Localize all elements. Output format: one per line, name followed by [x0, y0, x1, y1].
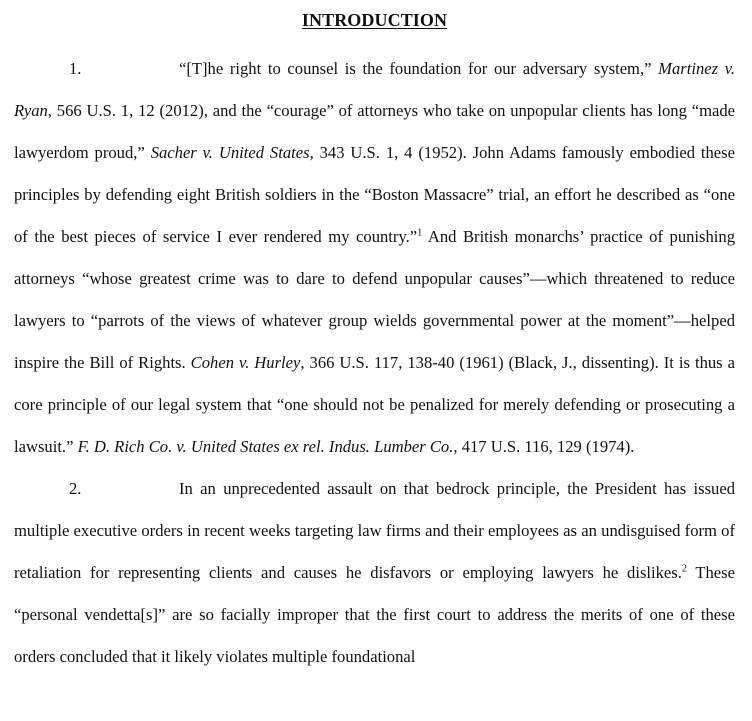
section-heading: [14, 10, 735, 30]
body-text: In an unprecedented assault on that bedrock principle, the President has issued multiple executive orders in recent weeks targeting law firms and their employees as an undisguised form of retaliation for representing clients and causes he disfavors or employing lawyers he dislikes.: [14, 479, 735, 582]
body-text: “[T]he right to counsel is the foundation for our adversary system,”: [179, 59, 659, 78]
section-heading-text: INTRODUCTION: [301, 10, 448, 30]
case-citation: Cohen v. Hurley: [190, 353, 301, 372]
body-text: These “personal vendetta[s]” are so facially improper that the first court to address the merits of one of these orders concluded that it likely violates multiple foundational: [14, 563, 735, 666]
body-text: , 343 U.S. 1, 4 (1952). John Adams famously embodied these principles by defending eight British soldiers in the “Boston Massacre” trial, an effort he described as “one of the best pieces of service I ever rendered my country.”: [14, 143, 735, 246]
paragraph-2-number: 2.: [69, 479, 82, 498]
paragraph-1-number: 1.: [69, 59, 82, 78]
body-text: , 366 U.S. 117, 138-40 (1961) (Black, J., dissenting). It is thus a core principle of our legal system that “one should not be penalized for merely defending or prosecuting a lawsuit.”: [14, 353, 735, 456]
case-citation: Martinez v. Ryan: [14, 59, 735, 120]
paragraph-1-body: [14, 59, 735, 456]
footnote-marker: 2: [681, 563, 687, 575]
paragraph-2: [14, 468, 735, 678]
paragraph-1: [14, 48, 735, 468]
body-text: And British monarchs’ practice of punishing attorneys “whose greatest crime was to dare to defend unpopular causes”—which threatened to reduce lawyers to “parrots of the views of whatever group wields governmental power at the moment”—helped inspire the Bill of Rights.: [14, 227, 735, 372]
case-citation: Sacher v. United States: [150, 143, 310, 162]
body-text: , 417 U.S. 116, 129 (1974).: [453, 437, 635, 456]
case-citation: F. D. Rich Co. v. United States ex rel. Indus. Lumber Co.: [77, 437, 454, 456]
body-text: , 566 U.S. 1, 12 (2012), and the “courage” of attorneys who take on unpopular clients has long “made lawyerdom proud,”: [14, 101, 735, 162]
footnote-marker: 1: [417, 227, 423, 239]
